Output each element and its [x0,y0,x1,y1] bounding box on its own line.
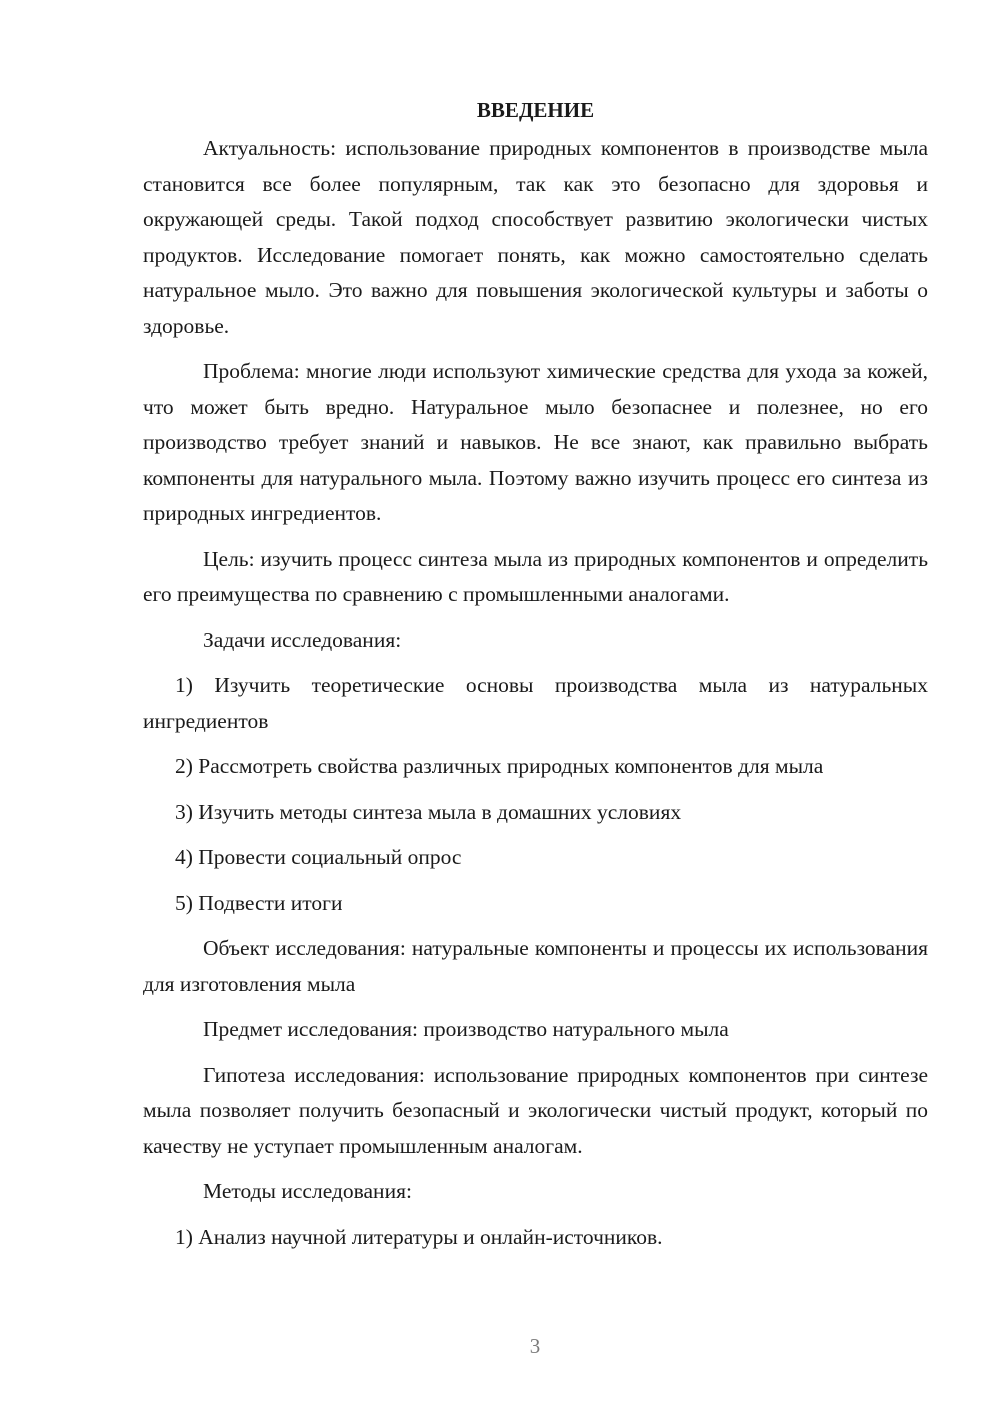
page-content [143,92,928,1265]
page-number: 3 [529,1334,541,1358]
list-item: 5) Подвести итоги [175,890,343,915]
list-item: 1) Анализ научной литературы и онлайн-источников. [175,1224,663,1249]
tasks-list [143,668,928,921]
page-title: ВВЕДЕНИЕ [476,98,595,122]
methods-list [143,1220,928,1256]
paragraph-tasks-heading: Задачи исследования: [203,627,402,652]
list-item: 2) Рассмотреть свойства различных природных компонентов для мыла [175,754,824,778]
paragraph-relevance: Актуальность: использование природных компонентов в производстве мыла становится все более популярным, так как это безопасно для здоровья и окружающей среды. Такой подход способствует развитию экологически чистых продуктов. Исследование помогает понять, как можно самостоятельно сделать натуральное мыло. Это важно для повышения экологической культуры и заботы о здоровье. [143,136,928,338]
paragraph-problem: Проблема: многие люди используют химические средства для ухода за кожей, что может быть вредно. Натуральное мыло безопаснее и полезнее, но его производство требует знаний и навыков. Не все знают, как правильно выбрать компоненты для натурального мыла. Поэтому важно изучить процесс его синтеза из природных ингредиентов. [143,359,928,525]
paragraph-object: Объект исследования: натуральные компоненты и процессы их использования для изготовления мыла [143,936,928,996]
paragraph-subject: Предмет исследования: производство натурального мыла [203,1017,729,1041]
paragraph-hypothesis: Гипотеза исследования: использование природных компонентов при синтезе мыла позволяет получить безопасный и экологически чистый продукт, который по качеству не уступает промышленным аналогам. [143,1062,928,1158]
paragraph-goal: Цель: изучить процесс синтеза мыла из природных компонентов и определить его преимущества по сравнению с промышленными аналогами. [143,546,928,606]
paragraph-methods-heading: Методы исследования: [203,1179,412,1203]
list-item: 4) Провести социальный опрос [175,845,462,869]
list-item: 1) Изучить теоретические основы производства мыла из натуральных ингредиентов [143,673,928,733]
list-item: 3) Изучить методы синтеза мыла в домашних условиях [175,799,682,824]
